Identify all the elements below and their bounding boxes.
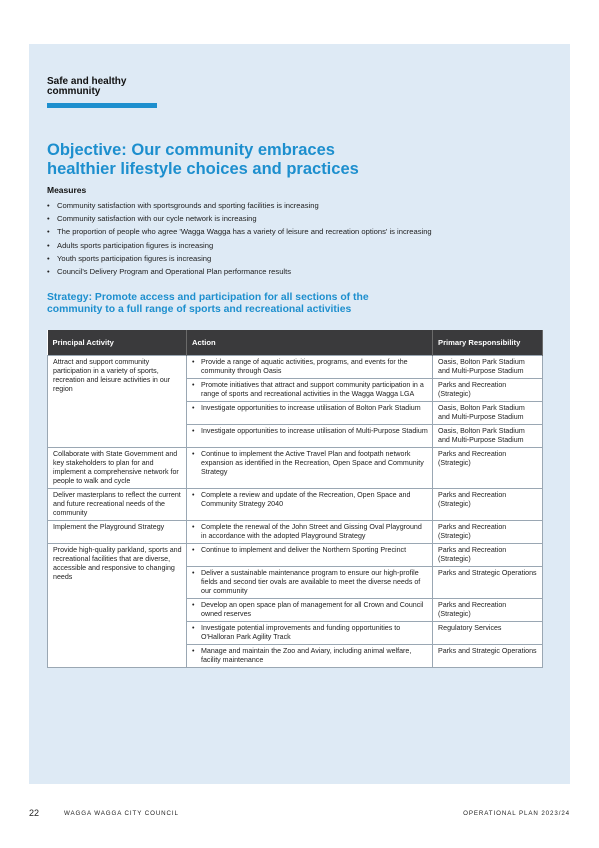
action-cell — [187, 448, 433, 489]
measure-item: • Council's Delivery Program and Operational Plan performance results — [47, 265, 432, 278]
responsibility-cell: Parks and Recreation (Strategic) — [433, 448, 543, 489]
measures-heading: Measures — [47, 185, 87, 195]
action-cell — [187, 645, 433, 668]
responsibility-cell: Parks and Recreation (Strategic) — [433, 379, 543, 402]
action-text: • Investigate opportunities to increase utilisation of Multi-Purpose Stadium — [192, 427, 428, 436]
action-text: • Continue to implement and deliver the Northern Sporting Precinct — [192, 546, 428, 555]
action-text: • Investigate potential improvements and funding opportunities to O'Halloran Park Agility Track — [192, 624, 428, 642]
principal-activity-cell: Provide high-quality parkland, sports and recreational facilities that are diverse, accessible and responsive to changing needs — [48, 544, 187, 668]
action-cell — [187, 544, 433, 567]
action-text: • Manage and maintain the Zoo and Aviary, including animal welfare, facility maintenance — [192, 647, 428, 665]
principal-activity-cell: Attract and support community participation in a variety of sports, recreation and leisure activities in our region — [48, 356, 187, 448]
responsibility-cell: Parks and Recreation (Strategic) — [433, 599, 543, 622]
responsibility-cell: Parks and Strategic Operations — [433, 645, 543, 668]
action-cell — [187, 356, 433, 379]
responsibility-cell: Parks and Recreation (Strategic) — [433, 544, 543, 567]
column-header-responsibility: Primary Responsibility — [433, 330, 543, 356]
page-number: 22 — [29, 808, 40, 818]
table-row — [48, 544, 543, 567]
action-text: • Provide a range of aquatic activities, programs, and events for the community through Oasis — [192, 358, 428, 376]
principal-activity-cell: Implement the Playground Strategy — [48, 521, 187, 544]
column-header-activity: Principal Activity — [48, 330, 187, 356]
measure-item: • Youth sports participation figures is increasing — [47, 252, 432, 265]
measure-item: • Community satisfaction with sportsgrounds and sporting facilities is increasing — [47, 199, 432, 212]
responsibility-cell: Parks and Recreation (Strategic) — [433, 489, 543, 521]
table-row — [48, 489, 543, 521]
strategy-heading — [47, 292, 427, 316]
objective-line-2: healthier lifestyle choices and practices — [47, 160, 359, 178]
activity-table — [47, 330, 543, 668]
measures-list — [47, 199, 432, 278]
action-cell — [187, 521, 433, 544]
strategy-line-2: community to a full range of sports and recreational activities — [47, 304, 352, 315]
action-cell — [187, 425, 433, 448]
measure-item: • The proportion of people who agree 'Wagga Wagga has a variety of leisure and recreation options' is increasing — [47, 225, 432, 238]
action-cell — [187, 567, 433, 599]
action-cell — [187, 622, 433, 645]
responsibility-cell: Oasis, Bolton Park Stadium and Multi-Purpose Stadium — [433, 356, 543, 379]
action-text: • Develop an open space plan of management for all Crown and Council owned reserves — [192, 601, 428, 619]
responsibility-cell: Parks and Strategic Operations — [433, 567, 543, 599]
action-text: • Complete a review and update of the Recreation, Open Space and Community Strategy 2040 — [192, 491, 428, 509]
section-label: Safe and healthy community — [47, 76, 127, 97]
action-cell — [187, 379, 433, 402]
measure-item: • Adults sports participation figures is increasing — [47, 239, 432, 252]
objective-heading — [47, 141, 377, 179]
responsibility-cell: Oasis, Bolton Park Stadium and Multi-Purpose Stadium — [433, 402, 543, 425]
action-text: • Investigate opportunities to increase utilisation of Bolton Park Stadium — [192, 404, 428, 413]
table-row — [48, 356, 543, 379]
action-text: • Continue to implement the Active Travel Plan and footpath network expansion as identified in the Recreation, Open Space and Community Strategy — [192, 450, 428, 477]
table-row — [48, 448, 543, 489]
table-row — [48, 521, 543, 544]
strategy-line-1: Strategy: Promote access and participation for all sections of the — [47, 292, 369, 303]
responsibility-cell: Oasis, Bolton Park Stadium and Multi-Purpose Stadium — [433, 425, 543, 448]
action-cell — [187, 599, 433, 622]
principal-activity-cell: Collaborate with State Government and key stakeholders to plan for and implement a comprehensive network for people to walk and cycle — [48, 448, 187, 489]
footer-document-title: OPERATIONAL PLAN 2023/24 — [463, 810, 570, 817]
column-header-action: Action — [187, 330, 433, 356]
action-text: • Deliver a sustainable maintenance program to ensure our high-profile fields and second tier ovals are available to meet the diverse needs of our community — [192, 569, 428, 596]
section-accent-bar — [47, 103, 157, 108]
action-text: • Promote initiatives that attract and support community participation in a range of sports and recreational activities in the Wagga Wagga LGA — [192, 381, 428, 399]
action-text: • Complete the renewal of the John Street and Gissing Oval Playground in accordance with the adopted Playground Strategy — [192, 523, 428, 541]
measure-item: • Community satisfaction with our cycle network is increasing — [47, 212, 432, 225]
action-cell — [187, 402, 433, 425]
footer-organisation: WAGGA WAGGA CITY COUNCIL — [64, 810, 179, 817]
table-header-row — [48, 330, 543, 356]
responsibility-cell: Parks and Recreation (Strategic) — [433, 521, 543, 544]
responsibility-cell: Regulatory Services — [433, 622, 543, 645]
action-cell — [187, 489, 433, 521]
objective-line-1: Objective: Our community embraces — [47, 141, 335, 159]
principal-activity-cell: Deliver masterplans to reflect the current and future recreational needs of the community — [48, 489, 187, 521]
